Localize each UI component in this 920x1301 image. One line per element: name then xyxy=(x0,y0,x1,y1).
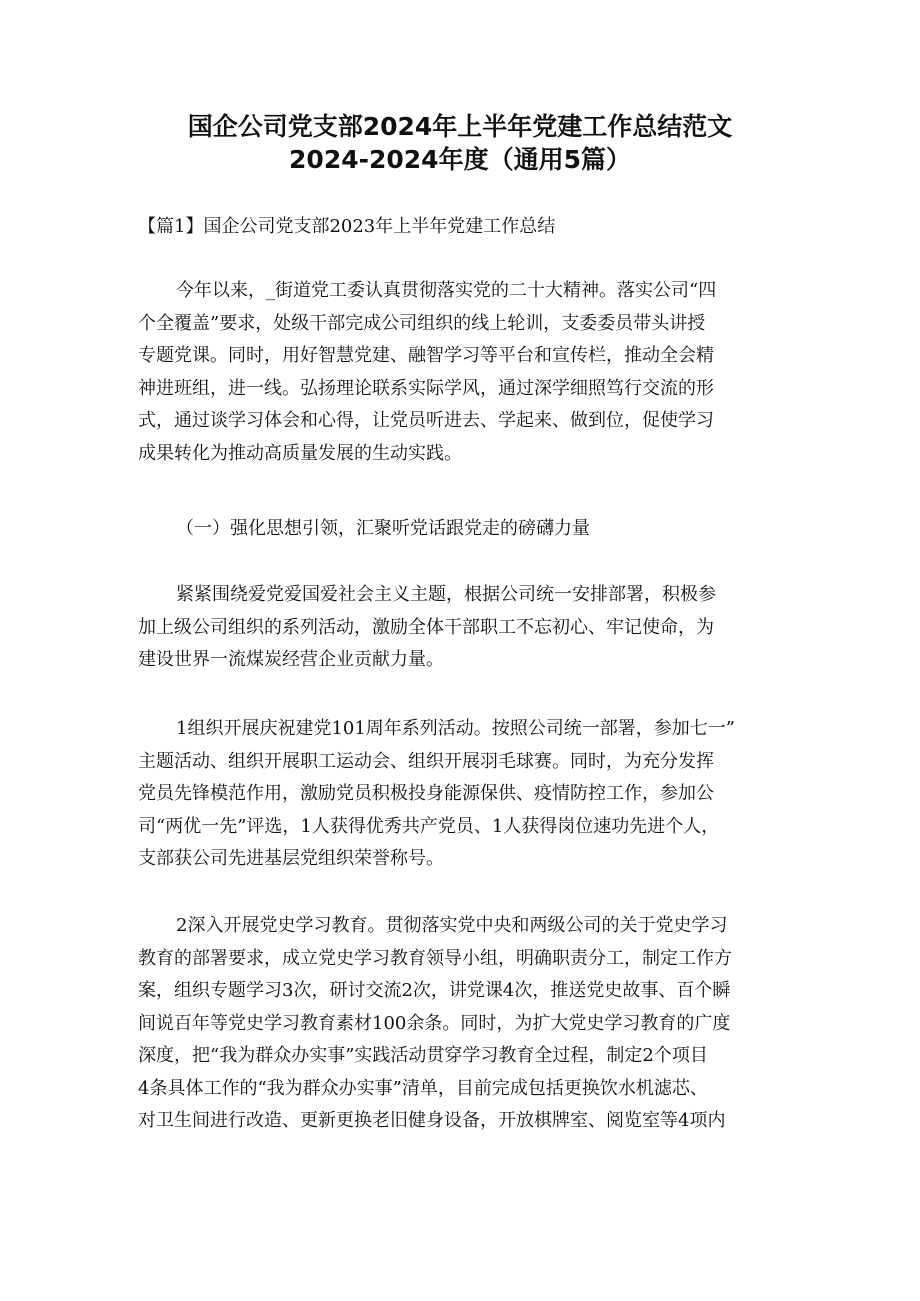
paragraph-line: 教育的部署要求，成立党史学习教育领导小组，明确职责分工，制定工作方 xyxy=(138,947,732,969)
paragraph-line: 紧紧围绕爱党爱国爱社会主义主题，根据公司统一安排部署，积极参 xyxy=(176,584,716,605)
paragraph-line: 成果转化为推动高质量发展的生动实践。 xyxy=(138,442,462,464)
paragraph-line: 支部获公司先进基层党组织荣誉称号。 xyxy=(138,848,444,869)
section-paragraph xyxy=(138,713,788,876)
paragraph-line: 神进班组，进一线。弘扬理论联系实际学风，通过深学细照笃行交流的形 xyxy=(138,377,714,399)
paragraph-line: 今年以来，_街道党工委认真贯彻落实党的二十大精神。落实公司“四 xyxy=(176,280,717,301)
section-paragraph xyxy=(138,579,788,677)
paragraph-line: 式，通过谈学习体会和心得，让党员听进去、学起来、做到位，促使学习 xyxy=(138,410,714,431)
intro-paragraph xyxy=(138,275,788,470)
paragraph-line: 对卫生间进行改造、更新更换老旧健身设备，开放棋牌室、阅览室等4项内 xyxy=(138,1110,726,1131)
section-paragraph xyxy=(138,910,788,1138)
section-heading: （一）强化思想引领，汇聚听党话跟党走的磅礴力量 xyxy=(176,518,590,539)
paragraph-line: 司“两优一先”评选，1人获得优秀共产党员、1人获得岗位速功先进个人， xyxy=(138,815,720,837)
paragraph-line: 主题活动、组织开展职工运动会、组织开展羽毛球赛。同时，为充分发挥 xyxy=(138,750,714,772)
paragraph-line: 1组织开展庆祝建党101周年系列活动。按照公司统一部署，参加七一” xyxy=(176,718,736,739)
paragraph-line: 建设世界一流煤炭经营企业贡献力量。 xyxy=(138,649,444,670)
paragraph-line: 深度，把“我为群众办实事”实践活动贯穿学习教育全过程，制定2个项目 xyxy=(138,1045,708,1066)
document-title-line-1: 国企公司党支部2024年上半年党建工作总结范文 xyxy=(187,112,733,141)
paragraph-line: 间说百年等党史学习教育素材100余条。同时，为扩大党史学习教育的广度 xyxy=(138,1012,731,1034)
chapter-heading: 【篇1】国企公司党支部2023年上半年党建工作总结 xyxy=(138,216,556,237)
document-title-line-2: 2024-2024年度（通用5篇） xyxy=(289,145,631,174)
paragraph-line: 党员先锋模范作用，激励党员积极投身能源保供、疫情防控工作，参加公 xyxy=(138,783,714,804)
paragraph-line: 加上级公司组织的系列活动，激励全体干部职工不忘初心、牢记使命，为 xyxy=(138,616,714,638)
paragraph-line: 2深入开展党史学习教育。贯彻落实党中央和两级公司的关于党史学习 xyxy=(176,915,728,936)
paragraph-line: 案，组织专题学习3次，研讨交流2次，讲党课4次，推送党史故事、百个瞬 xyxy=(138,980,731,1001)
paragraph-line: 个全覆盖”要求，处级干部完成公司组织的线上轮训，支委委员带头讲授 xyxy=(138,312,706,334)
paragraph-line: 专题党课。同时，用好智慧党建、融智学习等平台和宣传栏，推动全会精 xyxy=(138,345,714,366)
paragraph-line: 4条具体工作的“我为群众办实事”清单，目前完成包括更换饮水机滤芯、 xyxy=(138,1077,708,1099)
